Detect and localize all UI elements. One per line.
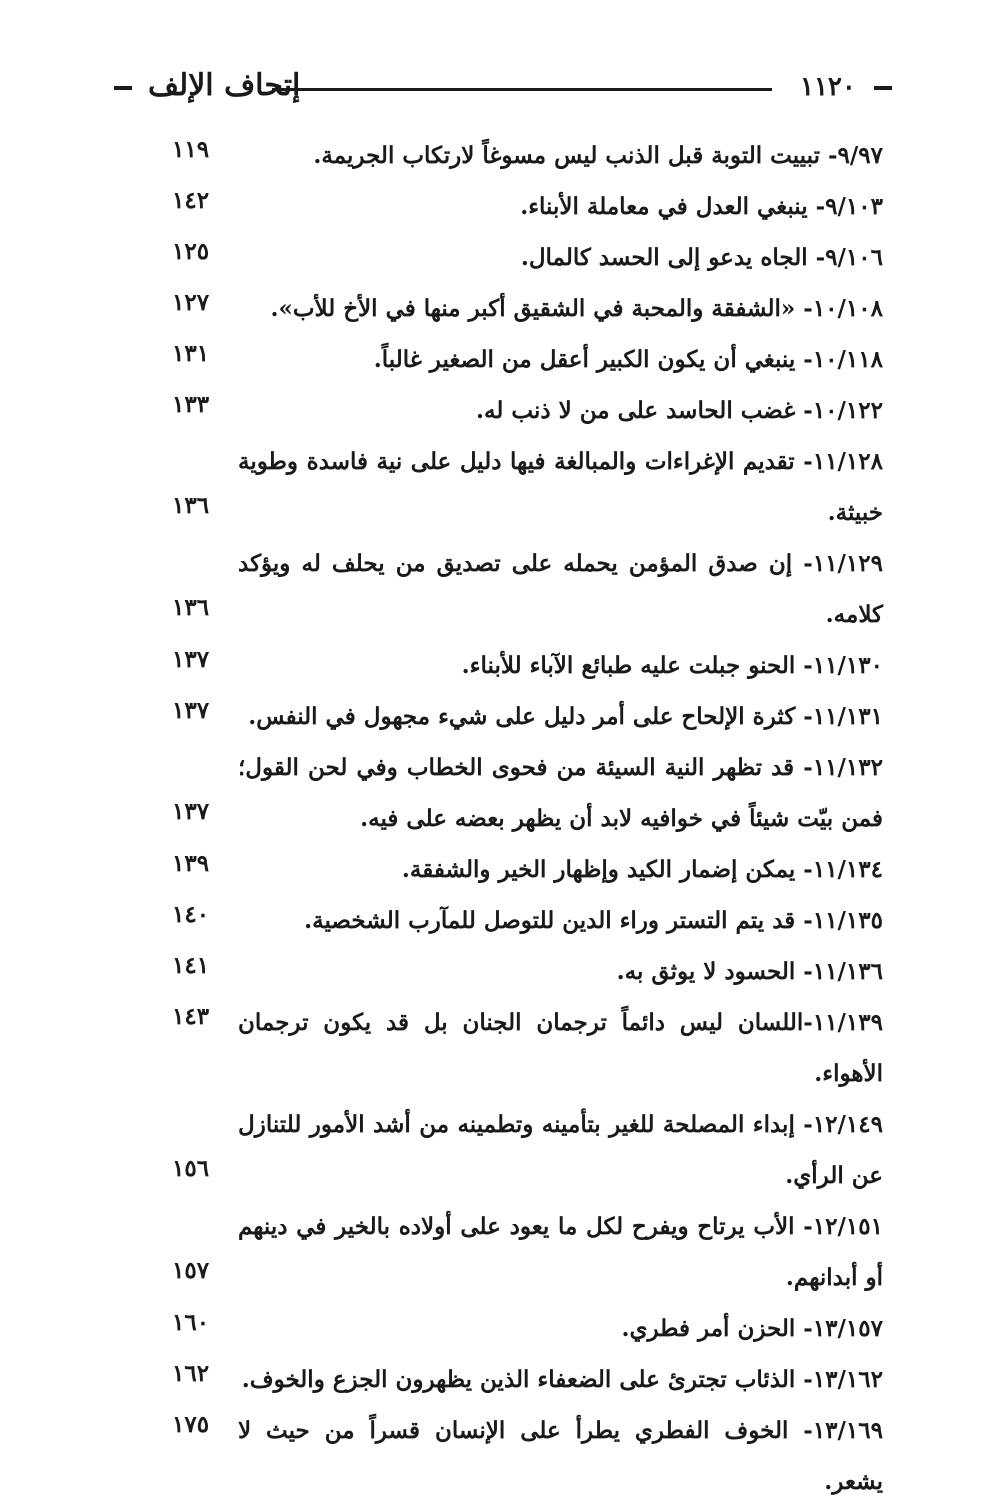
entry-page-number: ١٦٢: [172, 1360, 210, 1387]
index-entry: [0, 1354, 1003, 1405]
entry-text: ١٠/١٢٢- غضب الحاسد على من لا ذنب له.: [476, 397, 883, 424]
index-entry: [0, 946, 1003, 997]
entry-text: ١١/١٣٢- قد تظهر النية السيئة من فحوى الخطاب وفي لحن القول؛ فمن بيّت شيئاً في خوافيه لابد أن يظهر بعضه على فيه.: [238, 754, 883, 832]
index-list: [0, 130, 1003, 1507]
entry-text: ٩/٩٧- تبييت التوبة قبل الذنب ليس مسوغاً لارتكاب الجريمة.: [313, 142, 883, 169]
entry-page-number: ١٣١: [172, 340, 210, 367]
index-entry: [0, 385, 1003, 436]
entry-page-number: ١٥٦: [172, 1155, 210, 1182]
index-entry: [0, 742, 1003, 844]
index-entry: [0, 895, 1003, 946]
entry-page-number: ١٢٥: [172, 238, 210, 265]
running-header: [0, 62, 1003, 112]
entry-text: ٩/١٠٦- الجاه يدعو إلى الحسد كالمال.: [520, 244, 883, 271]
entry-text: ١١/١٣١- كثرة الإلحاح على أمر دليل على شيء مجهول في النفس.: [248, 703, 883, 730]
entry-page-number: ١٣٦: [172, 594, 210, 621]
index-entry: [0, 232, 1003, 283]
index-entry: [0, 640, 1003, 691]
index-entry: [0, 1303, 1003, 1354]
index-entry: [0, 334, 1003, 385]
entry-text: ٩/١٠٣- ينبغي العدل في معاملة الأبناء.: [520, 193, 883, 220]
entry-page-number: ١٤١: [172, 952, 210, 979]
entry-page-number: ١٣٣: [172, 391, 210, 418]
entry-page-number: ١٥٧: [172, 1257, 210, 1284]
entry-text: ١١/١٣٤- يمكن إضمار الكيد وإظهار الخير والشفقة.: [401, 856, 883, 883]
entry-page-number: ١٤٣: [172, 1003, 210, 1030]
entry-page-number: ١٣٧: [172, 697, 210, 724]
entry-page-number: ١٢٧: [172, 289, 210, 316]
entry-text: ١١/١٣٦- الحسود لا يوثق به.: [616, 958, 883, 985]
index-entry: [0, 130, 1003, 181]
entry-page-number: ١٣٧: [172, 798, 210, 825]
entry-text: ١٣/١٦٢- الذئاب تجترئ على الضعفاء الذين يظهرون الجزع والخوف.: [241, 1366, 883, 1393]
index-entry: [0, 1405, 1003, 1507]
entry-page-number: ١٣٦: [172, 492, 210, 519]
index-entry: [0, 538, 1003, 640]
index-entry: [0, 691, 1003, 742]
index-entry: [0, 1201, 1003, 1303]
header-dash-left: [114, 86, 132, 90]
header-dash-right: [874, 86, 892, 90]
index-entry: [0, 181, 1003, 232]
page-number: ١١٢٠: [800, 72, 856, 102]
entry-page-number: ١٤٢: [172, 187, 210, 214]
entry-text: ١١/١٣٥- قد يتم التستر وراء الدين للتوصل للمآرب الشخصية.: [304, 907, 883, 934]
index-entry: [0, 997, 1003, 1099]
entry-text: ١١/١٣٩-اللسان ليس دائماً ترجمان الجنان بل قد يكون ترجمان الأهواء.: [238, 1009, 883, 1087]
entry-page-number: ١٣٩: [172, 850, 210, 877]
entry-text: ١١/١٢٨- تقديم الإغراءات والمبالغة فيها دليل على نية فاسدة وطوية خبيثة.: [238, 448, 883, 526]
entry-text: ١٠/١١٨- ينبغي أن يكون الكبير أعقل من الصغير غالباً.: [373, 346, 883, 373]
entry-page-number: ١٤٠: [172, 901, 210, 928]
entry-page-number: ١١٩: [172, 136, 210, 163]
index-entry: [0, 1099, 1003, 1201]
index-entry: [0, 283, 1003, 334]
entry-text: ١٠/١٠٨- «الشفقة والمحبة في الشقيق أكبر منها في الأخ للأب».: [270, 295, 883, 322]
index-entry: [0, 844, 1003, 895]
book-title: إتحاف الإلف: [148, 68, 301, 103]
entry-text: ١٢/١٤٩- إبداء المصلحة للغير بتأمينه وتطمينه من أشد الأمور للتنازل عن الرأي.: [238, 1111, 883, 1189]
entry-text: ١١/١٢٩- إن صدق المؤمن يحمله على تصديق من يحلف له ويؤكد كلامه.: [238, 550, 883, 628]
entry-page-number: ١٣٧: [172, 646, 210, 673]
entry-text: ١٣/١٥٧- الحزن أمر فطري.: [621, 1315, 883, 1342]
entry-page-number: ١٧٥: [172, 1411, 210, 1438]
entry-text: ١١/١٣٠- الحنو جبلت عليه طبائع الآباء للأبناء.: [461, 652, 883, 679]
entry-page-number: ١٦٠: [172, 1309, 210, 1336]
entry-text: ١٢/١٥١- الأب يرتاح ويفرح لكل ما يعود على أولاده بالخير في دينهم أو أبدانهم.: [238, 1213, 883, 1291]
entry-text: ١٣/١٦٩- الخوف الفطري يطرأ على الإنسان قسراً من حيث لا يشعر.: [238, 1417, 883, 1495]
header-rule: [272, 88, 772, 91]
index-entry: [0, 436, 1003, 538]
